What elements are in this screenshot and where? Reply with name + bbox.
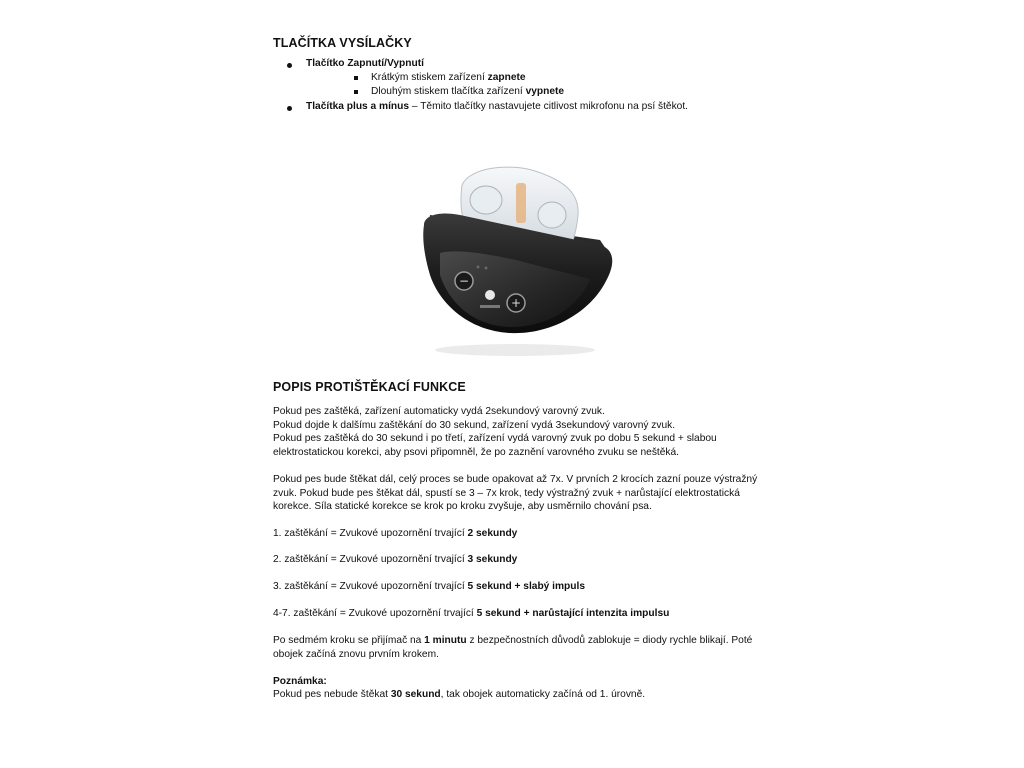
text: z bezpečnostních důvodů zablokuje = diody rychle blikají. Poté — [466, 635, 753, 646]
paragraph-line: Pokud pes bude štěkat dál, celý proces se bude opakovat až 7x. V prvních 2 krocích zazní pouze výstražný — [273, 474, 758, 485]
note-title: Poznámka: — [273, 676, 327, 687]
sub-item-text: Dlouhým stiskem tlačítka zařízení — [371, 86, 526, 97]
paragraph-line: elektrostatickou korekci, aby psovi připomněl, že po zaznění varovného zvuku se neštěká. — [273, 447, 680, 458]
text: Pokud pes nebude štěkat — [273, 689, 391, 700]
text: Po sedmém kroku se přijímač na — [273, 635, 425, 646]
sub-bullet — [354, 90, 358, 94]
step-bold: 3 sekundy — [467, 554, 518, 565]
item-text: – Těmito tlačítky nastavujete citlivost mikrofonu na psí štěkot. — [409, 101, 689, 112]
sub-item-short-press — [371, 71, 526, 85]
step-bold: 5 sekund + narůstající intenzita impulsu — [476, 608, 670, 619]
minus-button-icon: − — [458, 274, 470, 288]
sub-item-bold: zapnete — [487, 72, 526, 83]
sub-bullet — [354, 76, 358, 80]
item-plus-minus — [306, 100, 688, 114]
step-3 — [273, 580, 585, 594]
step-1 — [273, 527, 517, 541]
note-text — [273, 688, 645, 702]
item-label: Tlačítka plus a mínus — [306, 101, 410, 112]
paragraph-line: zvuk. Pokud bude pes štěkat dál, spustí se 3 – 7x krok, tedy výstražný zvuk + narůstající elektrostatická — [273, 488, 740, 499]
paragraph-line: Pokud dojde k dalšímu zaštěkání do 30 sekund, zařízení vydá 3sekundový varovný zvuk. — [273, 420, 676, 431]
step-bold: 2 sekundy — [467, 528, 518, 539]
section-title-buttons: TLAČÍTKA VYSÍLAČKY — [273, 36, 412, 50]
step-text: 3. zaštěkání = Zvukové upozornění trvající — [273, 581, 468, 592]
step-2 — [273, 553, 517, 567]
paragraph-line: obojek začíná znovu prvním krokem. — [273, 649, 439, 660]
paragraph-block-line — [273, 634, 752, 648]
plus-button-icon: + — [510, 296, 522, 310]
text: , tak obojek automaticky začíná od 1. úrovně. — [440, 689, 646, 700]
text-bold: 1 minutu — [424, 635, 467, 646]
paragraph-line: Pokud pes zaštěká do 30 sekund i po třetí, zařízení vydá varovný zvuk po dobu 5 sekund + slabou — [273, 433, 717, 444]
bark-collar-device-icon — [400, 145, 625, 370]
step-text: 4-7. zaštěkání = Zvukové upozornění trvající — [273, 608, 477, 619]
paragraph-line: Pokud pes zaštěká, zařízení automaticky vydá 2sekundový varovný zvuk. — [273, 406, 605, 417]
sub-item-text: Krátkým stiskem zařízení — [371, 72, 488, 83]
step-text: 2. zaštěkání = Zvukové upozornění trvající — [273, 554, 468, 565]
paragraph-line: korekce. Síla statické korekce se krok po kroku zvyšuje, aby usměrnilo chování psa. — [273, 501, 652, 512]
item-power-button: Tlačítko Zapnutí/Vypnutí — [306, 58, 424, 69]
step-4-7 — [273, 607, 669, 621]
section-title-function: POPIS PROTIŠTĚKACÍ FUNKCE — [273, 380, 466, 394]
step-text: 1. zaštěkání = Zvukové upozornění trvající — [273, 528, 468, 539]
bullet — [287, 63, 292, 68]
step-bold: 5 sekund + slabý impuls — [467, 581, 586, 592]
text-bold: 30 sekund — [390, 689, 441, 700]
sub-item-bold: vypnete — [525, 86, 565, 97]
bullet — [287, 106, 292, 111]
sub-item-long-press — [371, 85, 564, 99]
